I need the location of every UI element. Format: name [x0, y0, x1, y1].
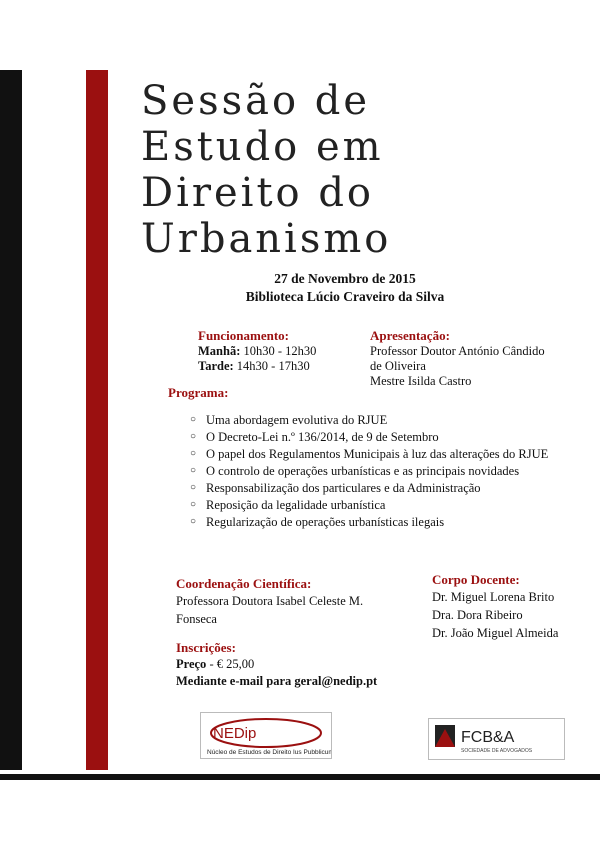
- title-line-3: Direito do: [141, 170, 375, 216]
- circle-bullet-icon: ○: [190, 431, 197, 442]
- circle-bullet-icon: ○: [190, 499, 197, 510]
- nedip-logo-graphic: [201, 713, 331, 758]
- bottom-black-rule: [0, 774, 600, 780]
- nedip-logo-subtitle: Núcleo de Estudos de Direito Ius Pubblicum: [207, 749, 331, 756]
- circle-bullet-icon: ○: [190, 482, 197, 493]
- left-black-bar: [0, 70, 22, 770]
- list-item: ○ Regularização de operações urbanísticas ilegais: [190, 515, 445, 529]
- coordenacao-line-2: Fonseca: [176, 612, 217, 626]
- poster-title: [141, 78, 391, 262]
- funcionamento-heading: Funcionamento:: [198, 328, 289, 343]
- circle-bullet-icon: ○: [190, 465, 197, 476]
- apresentacao-section: [370, 328, 580, 389]
- event-date: 27 de Novembro de 2015: [274, 271, 416, 286]
- circle-bullet-icon: ○: [190, 414, 197, 425]
- docente-line-3: Dr. João Miguel Almeida: [432, 626, 559, 640]
- manha-value: 10h30 - 12h30: [240, 344, 317, 358]
- apresentacao-line-1: Professor Doutor António Cândido: [370, 344, 545, 358]
- left-red-bar: [86, 70, 108, 770]
- apresentacao-heading: Apresentação:: [370, 328, 450, 343]
- title-line-1: Sessão de: [141, 78, 371, 124]
- programa-list: [190, 412, 570, 531]
- preco-value: - € 25,00: [206, 657, 255, 671]
- list-item: ○ O Decreto-Lei n.º 136/2014, de 9 de Setembro: [190, 430, 439, 444]
- list-item: ○ Reposição da legalidade urbanística: [190, 498, 386, 512]
- nedip-logo: [200, 712, 332, 759]
- docente-line-2: Dra. Dora Ribeiro: [432, 608, 523, 622]
- tarde-label: Tarde:: [198, 359, 234, 373]
- corpo-docente-heading: Corpo Docente:: [432, 572, 520, 587]
- apresentacao-line-2: de Oliveira: [370, 359, 426, 373]
- coordenacao-line-1: Professora Doutora Isabel Celeste M.: [176, 594, 364, 608]
- title-line-2: Estudo em: [141, 124, 384, 170]
- tarde-value: 14h30 - 17h30: [233, 359, 310, 373]
- corpo-docente-section: [432, 572, 592, 642]
- title-line-4: Urbanismo: [141, 216, 392, 262]
- manha-label: Manhã:: [198, 344, 241, 358]
- coordenacao-section: [176, 576, 416, 628]
- fcba-logo: [428, 718, 565, 760]
- preco-row: [176, 656, 377, 673]
- list-item: ○ Responsabilização dos particulares e da Administração: [190, 481, 481, 495]
- coordenacao-heading: Coordenação Científica:: [176, 576, 312, 591]
- inscricoes-heading: Inscrições:: [176, 640, 236, 655]
- apresentacao-line-3: Mestre Isilda Castro: [370, 374, 472, 388]
- fcba-logo-name: FCB&A: [461, 729, 515, 746]
- list-item: ○ O controlo de operações urbanísticas e as principais novidades: [190, 464, 520, 478]
- list-item: ○ Uma abordagem evolutiva do RJUE: [190, 413, 388, 427]
- docente-line-1: Dr. Miguel Lorena Brito: [432, 590, 555, 604]
- fcba-logo-graphic: [429, 719, 564, 759]
- preco-label: Preço: [176, 657, 207, 671]
- inscricoes-section: [176, 640, 377, 690]
- event-info: [180, 270, 510, 306]
- tarde-row: [198, 359, 316, 374]
- manha-row: [198, 344, 316, 359]
- circle-bullet-icon: ○: [190, 516, 197, 527]
- event-venue: Biblioteca Lúcio Craveiro da Silva: [245, 289, 445, 304]
- email-line: Mediante e-mail para geral@nedip.pt: [176, 674, 378, 688]
- list-item: ○ O papel dos Regulamentos Municipais à luz das alterações do RJUE: [190, 447, 549, 461]
- programa-heading: Programa:: [168, 385, 229, 400]
- nedip-logo-name: NEDip: [213, 725, 257, 742]
- funcionamento-section: [198, 328, 316, 374]
- fcba-logo-subtitle: SOCIEDADE DE ADVOGADOS: [461, 748, 533, 754]
- circle-bullet-icon: ○: [190, 448, 197, 459]
